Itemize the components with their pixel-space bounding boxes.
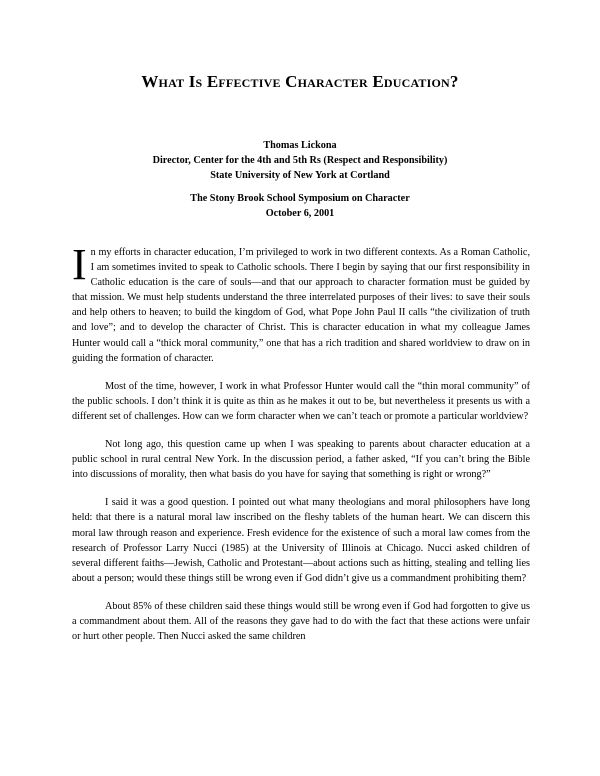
paragraph-5: About 85% of these children said these things would still be wrong even if God had forgotten to give us a commandment about them. All of the reasons they gave had to do with the fact that these actions were unfair or hurt other people. Then Nucci asked the same children [72,600,530,643]
drop-cap: I [72,240,87,289]
paragraph-2: Most of the time, however, I work in what Professor Hunter would call the “thin moral community” of the public schools. I don’t think it is quite as thin as he makes it out to be, but nevertheless it presents us with a different set of challenges. How can we form character when we can’t teach or promote a particular worldview? [72,380,530,422]
paragraph-1 [72,240,530,366]
paragraph-4: I said it was a good question. I pointed out what many theologians and moral philosophers have long held: that there is a natural moral law inscribed on the fleshy tablets of the human heart. We can discern this moral law through reason and experience. Fresh evidence for the existence of such a moral law comes from the research of Professor Larry Nucci (1985) at the University of Illinois at Chicago. Nucci asked children of several different faiths—Jewish, Catholic and Protestant—about actions such as hitting, stealing and telling lies about a person; would these things still be wrong even if God didn’t give us a commandment prohibiting them? [72,497,530,584]
author-institution: State University of New York at Cortland [210,170,390,181]
paragraph-3: Not long ago, this question came up when I was speaking to parents about character education at a public school in rural central New York. In the discussion period, a father asked, “If you can’t bring the Bible into discussions of morality, then what basis do you have for saying that something is right or wrong?” [72,439,530,481]
event-name: The Stony Brook School Symposium on Character [190,193,410,204]
author-affiliation: Director, Center for the 4th and 5th Rs (Respect and Responsibility) [152,155,448,166]
paragraph-1-text: n my efforts in character education, I’m privileged to work in two different contexts. As a Roman Catholic, I am sometimes invited to speak to Catholic schools. There I begin by saying that our first responsibility in Catholic education is the care of souls—and that our approach to character formation must be guided by that mission. We must help students understand the three interrelated purposes of their lives: to save their souls and help others to heaven; to build the kingdom of God, what Pope John Paul II calls “the civilization of truth and love”; and to develop the character of Christ. This is character education in what my colleague James Hunter would call a “thick moral community,” one that has a rich tradition and shared worldview to draw on in guiding the formation of character. [72,247,530,364]
author-block [0,138,600,183]
document-title: What Is Effective Character Education? [141,72,459,91]
body-text [72,240,530,657]
author-name: Thomas Lickona [263,140,337,151]
event-date: October 6, 2001 [265,208,335,219]
event-block [0,191,600,221]
